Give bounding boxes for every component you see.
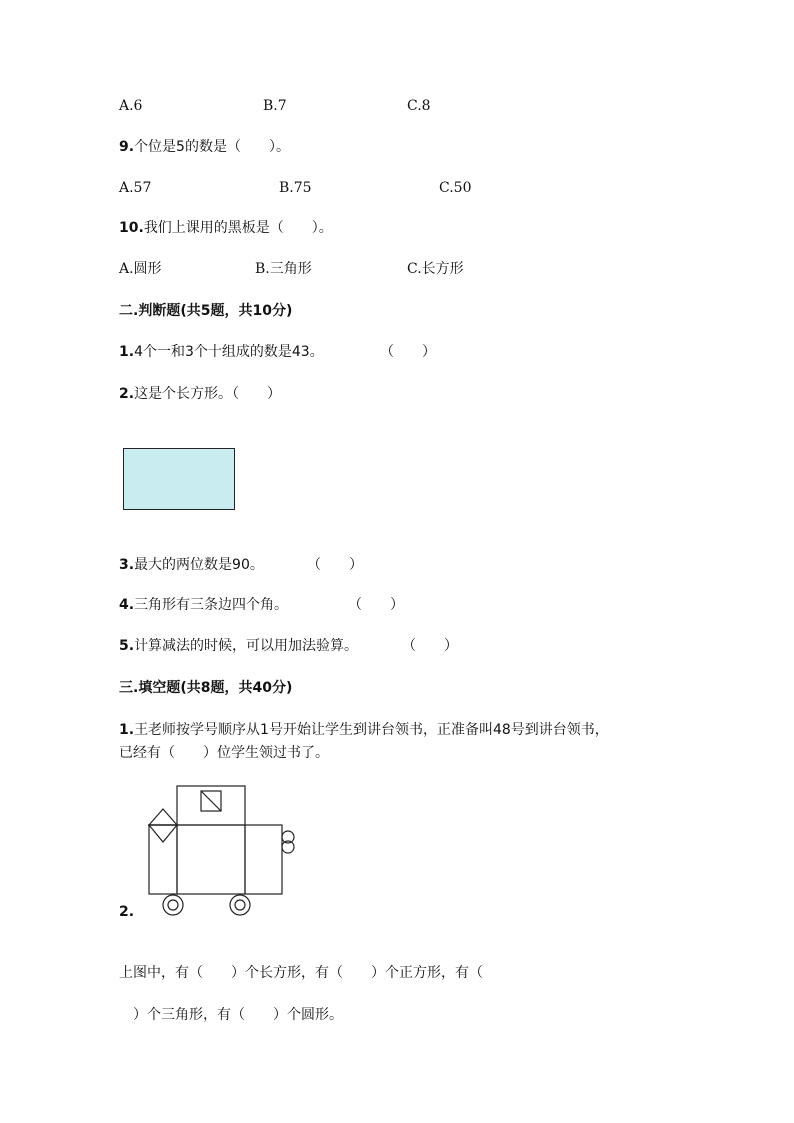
s2-q3-number: 3.	[119, 557, 135, 573]
q9-number: 9.	[119, 139, 135, 155]
cab-rectangle	[177, 786, 245, 825]
q10-question	[119, 218, 333, 238]
q8-option-b: B.7	[263, 98, 287, 114]
right-rectangle	[245, 825, 282, 894]
wheel-left-outer	[163, 895, 183, 915]
q10-option-b: B.三角形	[255, 261, 312, 277]
section2-heading: 二.判断题(共5题，共10分)	[119, 303, 293, 319]
s2-q1	[119, 342, 324, 362]
s2-q1-text: 4个一和3个十组成的数是43。	[134, 344, 324, 360]
s3-q2-line2: ）个三角形，有（ ）个圆形。	[119, 1007, 343, 1023]
s2-q4-blank: （ ）	[348, 597, 404, 613]
s2-q5-number: 5.	[119, 638, 135, 654]
s3-q1-line1	[119, 720, 609, 740]
middle-square	[177, 825, 245, 894]
q9-question	[119, 137, 290, 157]
wheel-right-outer	[230, 895, 250, 915]
q9-option-b: B.75	[279, 180, 312, 196]
wheel-right-inner	[235, 900, 245, 910]
s3-q1-line2: 已经有（ ）位学生领过书了。	[119, 745, 329, 761]
q8-option-a: A.6	[119, 98, 143, 114]
q10-number: 10.	[119, 220, 144, 236]
q9-option-a: A.57	[119, 180, 152, 196]
q8-option-c: C.8	[407, 98, 431, 114]
s3-q1-number: 1.	[119, 722, 135, 738]
q9-text: 个位是5的数是（ ）。	[134, 139, 290, 155]
s3-q2-line1: 上图中，有（ ）个长方形，有（ ）个正方形，有（	[119, 965, 483, 981]
s2-q5-blank: （ ）	[402, 638, 458, 654]
s2-q4	[119, 595, 288, 615]
wheel-left-inner	[168, 900, 178, 910]
s2-q5	[119, 636, 358, 656]
s2-q2-number: 2.	[119, 386, 135, 402]
s2-q4-number: 4.	[119, 597, 135, 613]
s2-q2	[119, 384, 281, 404]
rectangle-figure	[123, 448, 235, 510]
q10-option-c: C.长方形	[407, 261, 464, 277]
upper-triangle	[149, 809, 177, 825]
s2-q1-number: 1.	[119, 344, 135, 360]
s3-q1-text-1: 王老师按学号顺序从1号开始让学生到讲台领书，正准备叫48号到讲台领书，	[134, 722, 609, 738]
s3-q2-number: 2.	[119, 904, 135, 920]
q9-option-c: C.50	[439, 180, 472, 196]
q10-option-a: A.圆形	[119, 261, 162, 277]
left-rectangle	[149, 825, 177, 894]
s2-q3	[119, 555, 264, 575]
s2-q2-text: 这是个长方形。（ ）	[134, 386, 282, 402]
s2-q3-text: 最大的两位数是90。	[134, 557, 264, 573]
s2-q1-blank: （ ）	[380, 344, 436, 360]
lower-triangle	[149, 825, 177, 842]
s2-q5-text: 计算减法的时候，可以用加法验算。	[134, 638, 359, 654]
s2-q4-text: 三角形有三条边四个角。	[134, 597, 289, 613]
section3-heading: 三.填空题(共8题，共40分)	[119, 680, 293, 696]
car-figure	[140, 780, 320, 920]
window-diagonal	[201, 791, 221, 811]
s2-q3-blank: （ ）	[307, 557, 363, 573]
q10-text: 我们上课用的黑板是（ ）。	[143, 220, 333, 236]
